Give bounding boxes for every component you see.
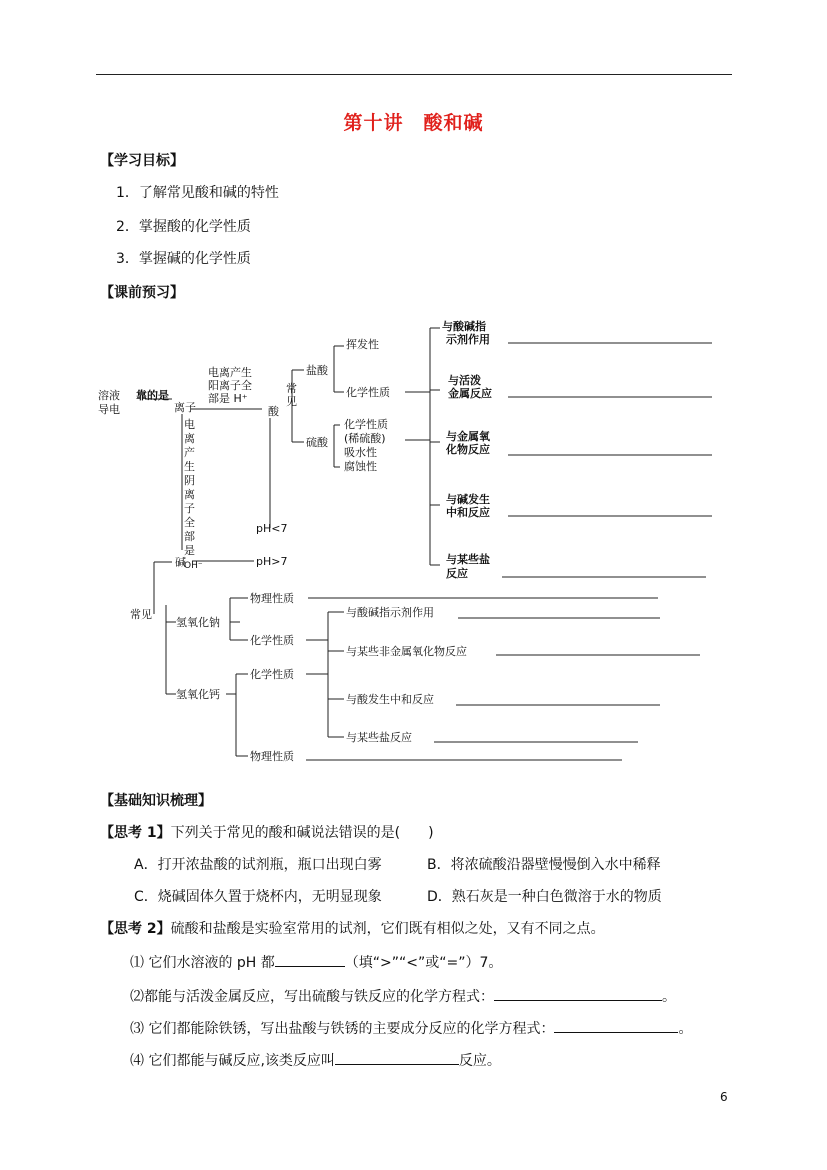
acid-prop-2-line2: 金属反应 xyxy=(448,387,492,400)
acid-prop-5-line1: 与某些盐 xyxy=(446,553,490,566)
section-preview-heading: 【课前预习】 xyxy=(100,285,184,301)
anion-char: 产 xyxy=(184,446,195,459)
anion-char: 电 xyxy=(184,418,195,431)
base-prop-3: 与酸发生中和反应 xyxy=(346,693,434,706)
anion-char: 阴 xyxy=(184,474,195,487)
anion-char: 全 xyxy=(184,516,195,529)
think1-option-b: B．将浓硫酸沿器壁慢慢倒入水中稀释 xyxy=(427,857,661,873)
think2-question xyxy=(100,918,605,938)
diagram-h2so4-chem-2: (稀硫酸) xyxy=(344,432,386,445)
diagram-h2so4-chem-1: 化学性质 xyxy=(344,418,388,431)
think2-q3 xyxy=(130,1018,692,1038)
think2-q2-pre: ⑵都能与活泼金属反应，写出硫酸与铁反应的化学方程式： xyxy=(130,989,494,1005)
think2-q4-blank[interactable] xyxy=(335,1050,459,1065)
think1-question xyxy=(100,822,434,842)
diagram-h2so4: 硫酸 xyxy=(306,436,328,449)
diagram-cation-2: 阳离子全 xyxy=(208,379,252,392)
diagram-naoh: 氢氧化钠 xyxy=(176,616,220,629)
diagram-relies-on: 靠的是 xyxy=(136,389,169,402)
goal-item-3: 3．掌握碱的化学性质 xyxy=(116,251,251,267)
page-number: 6 xyxy=(720,1090,728,1104)
diagram-cation-3: 部是 H⁺ xyxy=(208,392,248,405)
acid-prop-4-line2: 中和反应 xyxy=(446,506,490,519)
think1-text: 下列关于常见的酸和碱说法错误的是( ) xyxy=(170,825,434,841)
base-prop-2: 与某些非金属氧化物反应 xyxy=(346,645,467,658)
diagram-solution-conduct-1: 溶液 xyxy=(98,389,120,402)
diagram-base: 碱 xyxy=(175,556,186,569)
think1-option-a: A．打开浓盐酸的试剂瓶，瓶口出现白雾 xyxy=(134,857,382,873)
think2-q2 xyxy=(130,986,676,1006)
diagram-ph-gt: pH>7 xyxy=(256,555,288,568)
anion-char: 离 xyxy=(184,432,195,445)
acid-prop-2-line1: 与活泼 xyxy=(448,374,481,387)
acid-prop-3-line1: 与金属氧 xyxy=(446,430,490,443)
diagram-common-b: 常见 xyxy=(130,608,152,621)
anion-char: 生 xyxy=(184,460,195,473)
diagram-common-a-1: 常 xyxy=(286,382,297,395)
think2-text: 硫酸和盐酸是实验室常用的试剂，它们既有相似之处，又有不同之点。 xyxy=(170,921,605,937)
acid-prop-5-line2: 反应 xyxy=(446,567,468,580)
think2-label: 【思考 2】 xyxy=(100,921,171,937)
acid-prop-1-line1: 与酸碱指 xyxy=(442,320,486,333)
anion-char: 子 xyxy=(184,502,195,515)
think1-option-c: C．烧碱固体久置于烧杯内，无明显现象 xyxy=(134,889,382,905)
goal-item-2: 2．掌握酸的化学性质 xyxy=(116,219,251,235)
think2-q3-pre: ⑶ 它们都能除铁锈，写出盐酸与铁锈的主要成分反应的化学方程式： xyxy=(130,1021,555,1037)
goal-item-1: 1．了解常见酸和碱的特性 xyxy=(116,185,279,201)
diagram-cation-1: 电离产生 xyxy=(208,366,252,379)
diagram-chem-prop: 化学性质 xyxy=(346,386,390,399)
diagram-ions: 离子 xyxy=(174,401,196,414)
think2-q4-pre: ⑷ 它们都能与碱反应,该类反应叫 xyxy=(130,1053,335,1069)
think2-q3-blank[interactable] xyxy=(554,1018,678,1033)
acid-prop-4-line1: 与碱发生 xyxy=(446,493,490,506)
acid-prop-3-line2: 化物反应 xyxy=(446,443,490,456)
diagram-absorb: 吸水性 xyxy=(344,446,377,459)
anion-char: 部 xyxy=(184,530,195,543)
anion-char: 离 xyxy=(184,488,195,501)
think1-label: 【思考 1】 xyxy=(100,825,171,841)
think2-q1-post: （填“>”“<”或“=”）7。 xyxy=(344,955,503,971)
diagram-hcl: 盐酸 xyxy=(306,364,328,377)
diagram-corrosive: 腐蚀性 xyxy=(344,460,377,473)
diagram-acid: 酸 xyxy=(268,405,279,418)
diagram-ph-lt: pH<7 xyxy=(256,522,288,535)
think2-q2-post: 。 xyxy=(662,989,676,1005)
section-goals-heading: 【学习目标】 xyxy=(100,153,184,169)
header-rule xyxy=(96,74,732,75)
diagram-caoh2: 氢氧化钙 xyxy=(176,688,220,701)
diagram-volatile: 挥发性 xyxy=(346,338,379,351)
caoh2-physical: 物理性质 xyxy=(250,750,294,763)
acid-base-concept-map xyxy=(0,310,827,780)
think2-q1-blank[interactable] xyxy=(275,952,345,967)
diagram-common-a-2: 见 xyxy=(286,395,297,408)
naoh-chemical: 化学性质 xyxy=(250,634,294,647)
naoh-physical: 物理性质 xyxy=(250,592,294,605)
diagram-solution-conduct-2: 导电 xyxy=(98,403,120,416)
think2-q4-post: 反应。 xyxy=(458,1053,501,1069)
acid-prop-1-line2: 示剂作用 xyxy=(446,333,490,346)
think2-q2-blank[interactable] xyxy=(494,986,662,1001)
think2-q4 xyxy=(130,1050,501,1070)
think2-q3-post: 。 xyxy=(678,1021,693,1037)
caoh2-chemical: 化学性质 xyxy=(250,668,294,681)
anion-char: 是 xyxy=(184,544,195,557)
think1-option-d: D．熟石灰是一种白色微溶于水的物质 xyxy=(427,889,662,905)
base-prop-4: 与某些盐反应 xyxy=(346,731,412,744)
base-prop-1: 与酸碱指示剂作用 xyxy=(346,606,434,619)
page-title: 第十讲 酸和碱 xyxy=(343,112,484,134)
think2-q1 xyxy=(130,952,502,972)
section-basics-heading: 【基础知识梳理】 xyxy=(100,793,212,809)
diagram-anion-vertical xyxy=(184,417,203,571)
think2-q1-pre: ⑴ 它们水溶液的 pH 都 xyxy=(130,955,275,971)
anion-char: OH⁻ xyxy=(184,561,203,571)
